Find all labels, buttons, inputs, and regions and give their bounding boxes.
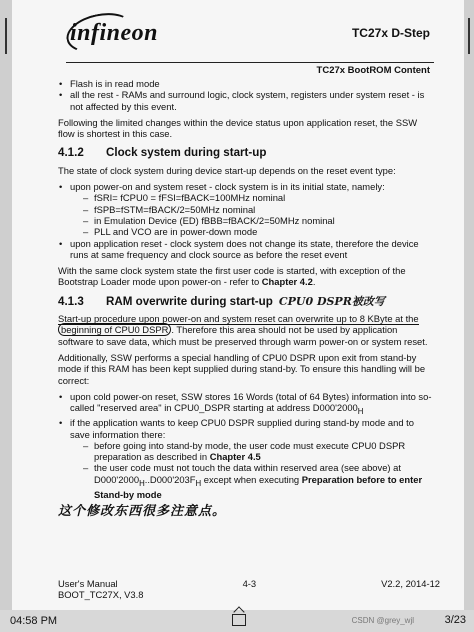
list-item: • upon application reset - clock system does not change its state, therefore the device runs at same frequency and clock source as before the reset event [58, 238, 432, 261]
home-icon[interactable] [232, 614, 246, 626]
right-grip[interactable] [468, 18, 470, 54]
list-item: – fSRI= fCPU0 = fFSI=fBACK=100MHz nominal [82, 192, 432, 203]
left-grip[interactable] [5, 18, 7, 54]
heading-4-1-2: 4.1.2 Clock system during start-up [58, 146, 267, 160]
right-rail [464, 0, 474, 632]
infineon-logo: infineon [70, 20, 158, 47]
section-title: TC27x BootROM Content [316, 65, 430, 76]
chapter-link[interactable]: Chapter 4.2 [261, 276, 313, 288]
page-content [58, 78, 432, 518]
intro-paragraph: Following the limited changes within the device status upon application reset, the SSW flow is shortest in this case. [58, 116, 418, 140]
list-item: • all the rest - RAMs and surround logic, clock system, registers under system reset - is not affected by this event. [58, 89, 432, 112]
page-number: 4-3 [242, 578, 257, 589]
list-item: • upon cold power-on reset, SSW stores 16 Words (total of 64 Bytes) information into so-called "reserved area" in CPU0_DSPR starting at address $D000'2000_H$ [58, 391, 432, 417]
list-item: – fSPB=fSTM=fBACK/2=50MHz nominal [82, 204, 432, 215]
paragraph: Additionally, SSW performs a special handling of CPU0 DSPR upon exit from stand-by mode if this RAM has been kept supplied during stand-by. To ensure this handling will be correct: [58, 351, 426, 386]
list-item: – PLL and VCO are in power-down mode [82, 226, 432, 237]
clock-bullets [58, 181, 432, 260]
header-rule [66, 62, 434, 63]
handwritten-annotation: CPU0 DSPR被改写 [278, 294, 385, 308]
page-footer: User's Manual 4-3 V2.2, 2014-12 BOOT_TC27X, V3.8 [58, 578, 440, 600]
list-item: • upon power-on and system reset - clock system is in its initial state, namely: – fSRI= fCPU0 = fFSI=fBACK=100MHz nominal – fSPB=fSTM=fBACK/2=50MHz nominal – in Emulation Device (ED) fBBB=fBACK/2=50MHz nominal – PLL and VCO are in power-down mode [58, 181, 432, 237]
left-rail [0, 0, 12, 632]
paragraph: With the same clock system state the first user code is started, with exception of the Bootstrap Loader mode upon power-on - refer to Chapter 4.2. [58, 265, 406, 288]
paragraph: Start-up procedure upon power-on and system reset can overwrite up to 8 KByte at the beginning of CPU0 DSPR . Therefore this area should not be used by application software to save data, which must be preserved through warm power-on or system reset. [58, 313, 428, 347]
heading-4-1-3: 4.1.3 RAM overwrite during start-up CPU0 DSPR被改写 [58, 294, 385, 308]
list-item: – the user code must not touch the data within reserved area (see above) at $D000'2000_H..D000'203F_H$ except when executing Preparation before to enter Stand-by mode [82, 462, 432, 500]
intro-bullets [58, 78, 432, 112]
frequency-list [82, 192, 432, 237]
chapter-link[interactable]: Chapter 4.5 [209, 451, 261, 463]
page-indicator: 3/23 [444, 614, 466, 626]
clock-time: 04:58 PM [10, 615, 58, 627]
status-bar [0, 610, 474, 632]
list-item: – before going into stand-by mode, the user code must execute CPU0 DSPR preparation as described in Chapter 4.5 [82, 440, 432, 463]
list-item: – in Emulation Device (ED) fBBB=fBACK/2=50MHz nominal [82, 215, 432, 226]
watermark: CSDN @grey_wjl [351, 616, 414, 625]
chapter-link[interactable]: Preparation before to enter Stand-by mode [94, 473, 423, 500]
standby-list [82, 440, 432, 500]
handwritten-note: 这个修改东西很多注意点。 [58, 504, 227, 520]
logo-swoosh-icon [63, 7, 137, 58]
list-item: • Flash is in read mode [58, 78, 432, 89]
list-item: • if the application wants to keep CPU0 DSPR supplied during stand-by mode and to save information there: – before going into stand-by mode, the user code must execute CPU0 DSPR preparation as described in Chapter 4.5 – the user code must not touch the data within reserved area (see above) at $D000'2000_H..D000'203F_H$ except when executing Preparation before to enter Stand-by mode [58, 417, 432, 500]
circled-text: beginning of CPU0 DSPR [58, 323, 171, 336]
paragraph: The state of clock system during device start-up depends on the reset event type: [58, 164, 396, 176]
dspr-bullets [58, 391, 432, 500]
doc-title: TC27x D-Step [351, 26, 430, 40]
